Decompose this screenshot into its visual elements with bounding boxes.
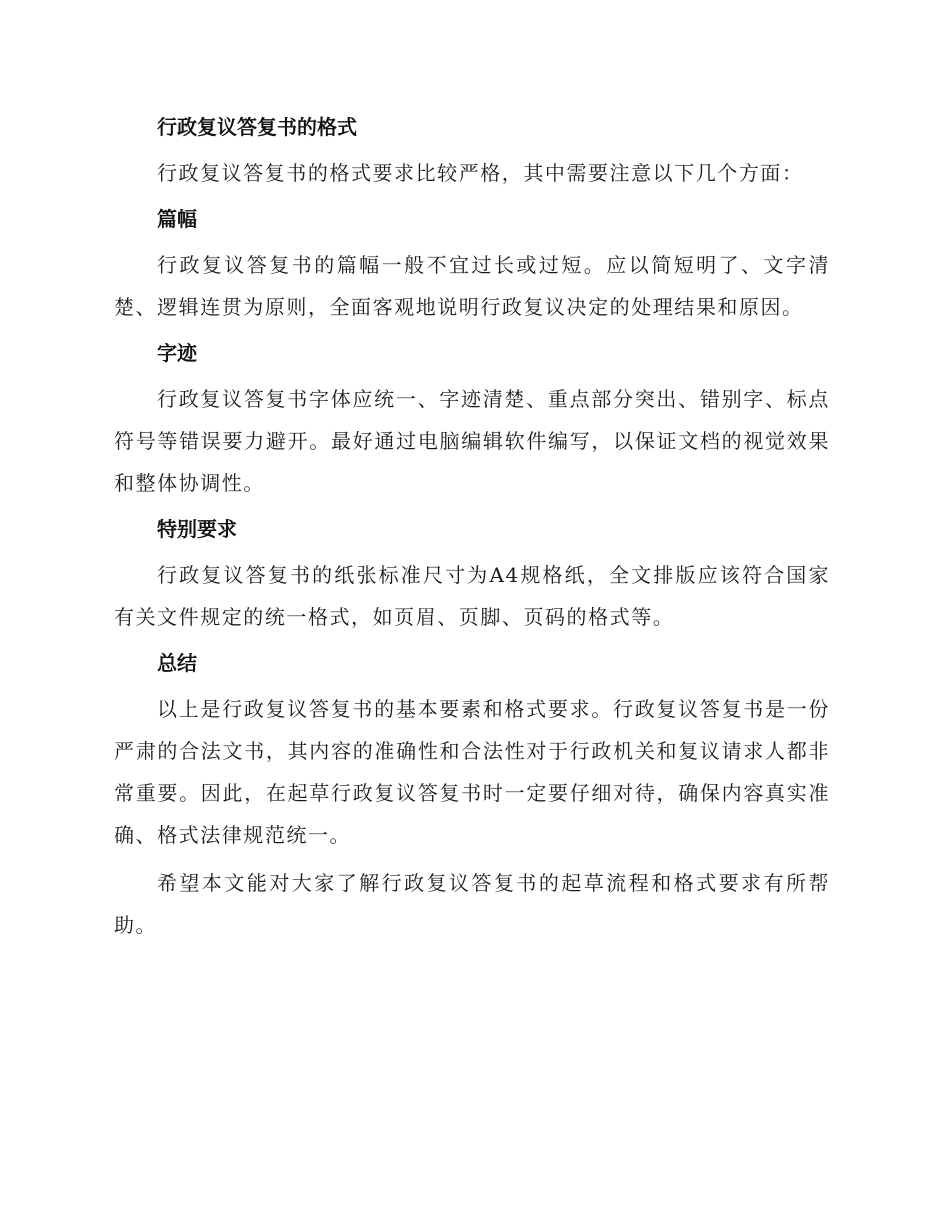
section-heading-length: 篇幅 [157, 207, 197, 231]
section-paragraph-special-requirements: 行政复议答复书的纸张标准尺寸为A4规格纸，全文排版应该符合国家有关文件规定的统一格式，如页眉、页脚、页码的格式等。 [114, 563, 830, 629]
document-body [114, 108, 830, 952]
section-heading-special-requirements: 特别要求 [157, 517, 237, 541]
section-heading-summary: 总结 [157, 651, 197, 675]
section-paragraph-length: 行政复议答复书的篇幅一般不宜过长或过短。应以简短明了、文字清楚、逻辑连贯为原则，全面客观地说明行政复议决定的处理结果和原因。 [114, 253, 830, 319]
section-title: 行政复议答复书的格式 [157, 115, 357, 139]
closing-paragraph: 希望本文能对大家了解行政复议答复书的起草流程和格式要求有所帮助。 [114, 871, 830, 937]
section-heading-handwriting: 字迹 [157, 341, 197, 365]
section-paragraph-summary: 以上是行政复议答复书的基本要素和格式要求。行政复议答复书是一份严肃的合法文书，其内容的准确性和合法性对于行政机关和复议请求人都非常重要。因此，在起草行政复议答复书时一定要仔细对待，确保内容真实准确、格式法律规范统一。 [114, 697, 830, 847]
section-paragraph-handwriting: 行政复议答复书字体应统一、字迹清楚、重点部分突出、错别字、标点符号等错误要力避开。最好通过电脑编辑软件编写，以保证文档的视觉效果和整体协调性。 [114, 387, 830, 495]
intro-paragraph: 行政复议答复书的格式要求比较严格，其中需要注意以下几个方面： [157, 161, 804, 185]
